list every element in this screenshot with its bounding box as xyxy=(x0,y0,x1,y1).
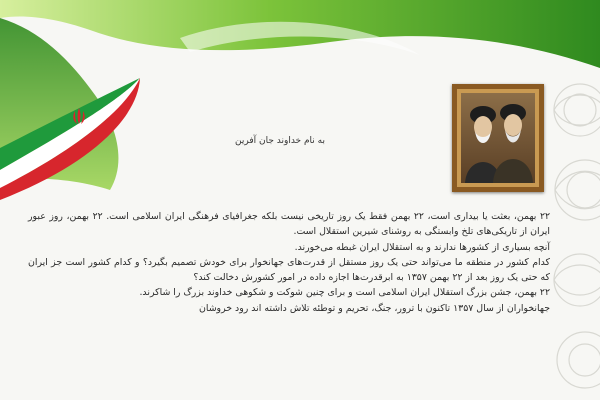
portrait-figures-graphic xyxy=(461,93,535,183)
portrait-frame xyxy=(452,84,544,192)
paragraph: ۲۲ بهمن، جشن بزرگ استقلال ایران اسلامی است و برای چنین شوکت و شکوهی خداوند بزرگ را شاکرند. xyxy=(139,287,550,299)
basmala-heading: به نام خداوند جان آفرین xyxy=(235,136,325,146)
paragraph: کدام کشور در منطقه ما می‌تواند حتی یک روز مستقل از قدرت‌های جهانخوار برای خودش تصمیم بگیرد؟ و کدام کشور است جز ایران که حتی یک روز بعد از ۲۲ بهمن ۱۳۵۷ به ابرقدرت‌ها اجازه داده در امور کشورش دخالت کند؟ xyxy=(28,256,550,284)
body-text xyxy=(28,209,550,316)
paragraph: آنچه بسیاری از کشورها ندارند و به استقلال ایران غبطه می‌خورند. xyxy=(294,241,550,253)
paragraph: ۲۲ بهمن، بعثت یا بیداری است، ۲۲ بهمن فقط یک روز تاریخی نیست بلکه جغرافیای فرهنگی ایران اسلامی است. ۲۲ بهمن، روز عبور ایران از تاریکی‌های تلخ وابستگی به روشنای شیرین استقلال است. xyxy=(28,211,551,238)
paragraph: جهانخواران از سال ۱۳۵۷ تاکنون با ترور، جنگ، تحریم و توطئه تلاش داشته اند رود خروشان xyxy=(198,302,550,314)
portrait-photo xyxy=(461,93,535,183)
